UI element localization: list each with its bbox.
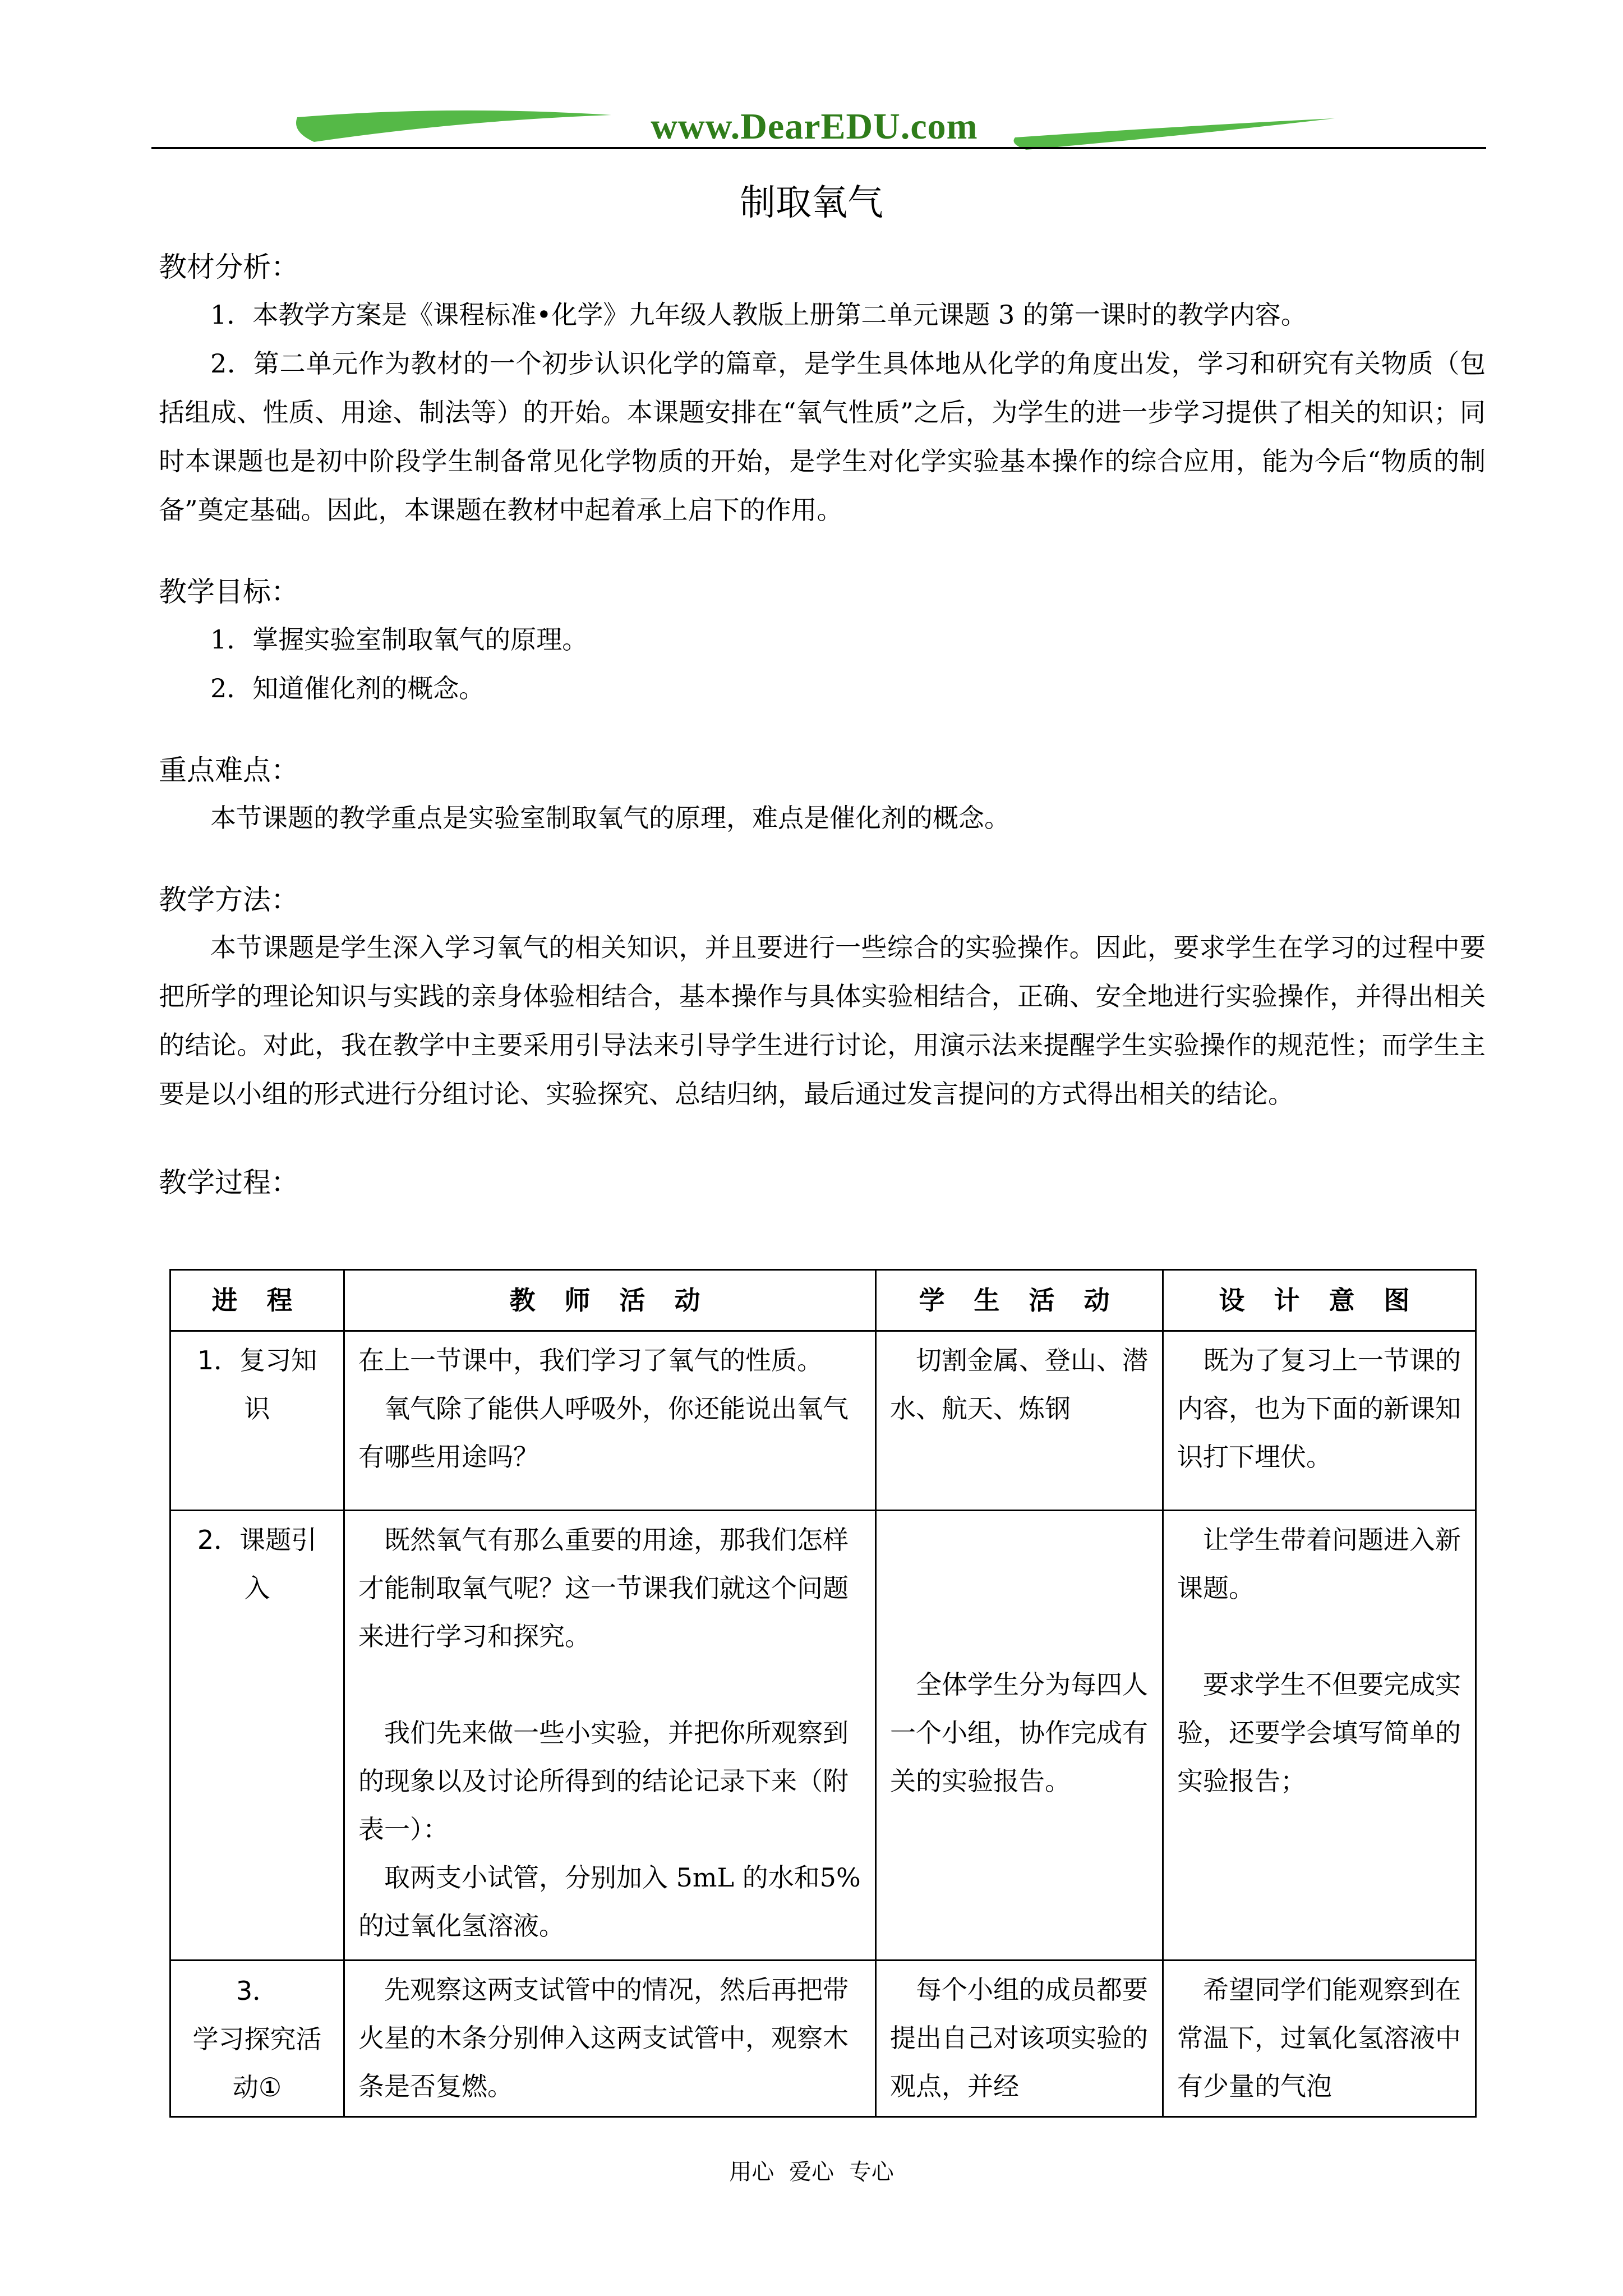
teacher-line: 既然氧气有那么重要的用途，那我们怎样才能制取氧气呢？这一节课我们就这个问题来进行学习和探究。	[358, 1525, 849, 1651]
goal-item-2: 2．知道催化剂的概念。	[210, 673, 485, 703]
section-heading-goals: 教学目标：	[159, 576, 299, 608]
teacher-cell	[344, 1331, 876, 1511]
stage-cell: 3． 学习探究活动①	[170, 1961, 344, 2117]
student-cell: 全体学生分为每四人一个小组，协作完成有关的实验报告。	[876, 1511, 1163, 1961]
intent-cell: 希望同学们能观察到在常温下，过氧化氢溶液中有少量的气泡	[1163, 1961, 1476, 2117]
stage-cell: 2．课题引入	[170, 1511, 344, 1961]
header-rule	[151, 147, 1486, 149]
page-title: 制取氧气	[740, 182, 883, 224]
section-heading-key-points: 重点难点：	[159, 754, 299, 786]
stage-cell: 1．复习知识	[170, 1331, 344, 1511]
table-row	[170, 1961, 1476, 2117]
header-teacher: 教 师 活 动	[344, 1270, 876, 1331]
table-row	[170, 1331, 1476, 1511]
section-heading-method: 教学方法：	[159, 884, 299, 916]
teacher-cell	[344, 1511, 876, 1961]
section-heading-analysis: 教材分析：	[159, 251, 299, 283]
site-brand: www.DearEDU.com	[651, 106, 978, 147]
method-para: 本节课题是学生深入学习氧气的相关知识，并且要进行一些综合的实验操作。因此，要求学生在学习的过程中要把所学的理论知识与实践的亲身体验相结合，基本操作与具体实验相结合，正确、安全地进行实验操作，并得出相关的结论。对此，我在教学中主要采用引导法来引导学生进行讨论，用演示法来提醒学生实验操作的规范性；而学生主要是以小组的形式进行分组讨论、实验探究、总结归纳，最后通过发言提问的方式得出相关的结论。	[159, 932, 1486, 1109]
left-swoosh	[296, 111, 611, 142]
document-body	[159, 247, 1486, 1206]
analysis-para-2: 2．第二单元作为教材的一个初步认识化学的篇章，是学生具体地从化学的角度出发，学习和研究有关物质（包括组成、性质、用途、制法等）的开始。本课题安排在“氧气性质”之后，为学生的进一步学习提供了相关的知识；同时本课题也是初中阶段学生制备常见化学物质的开始，是学生对化学实验基本操作的综合应用，能为今后“物质的制备”奠定基础。因此，本课题在教材中起着承上启下的作用。	[159, 348, 1486, 525]
student-cell: 切割金属、登山、潜水、航天、炼钢	[876, 1331, 1163, 1511]
process-table	[169, 1269, 1477, 2118]
teacher-line: 我们先来做一些小实验，并把你所观察到的现象以及讨论所得到的结论记录下来（附表一）：	[358, 1718, 849, 1844]
intent-cell: 让学生带着问题进入新课题。 要求学生不但要完成实验，还要学会填写简单的实验报告；	[1163, 1511, 1476, 1961]
table-row	[170, 1511, 1476, 1961]
section-heading-process: 教学过程：	[159, 1166, 299, 1199]
header-intent: 设 计 意 图	[1163, 1270, 1476, 1331]
teacher-cell: 先观察这两支试管中的情况，然后再把带火星的木条分别伸入这两支试管中，观察木条是否复燃。	[344, 1961, 876, 2117]
analysis-para-1: 1．本教学方案是《课程标准•化学》九年级人教版上册第二单元课题 3 的第一课时的教学内容。	[210, 300, 1307, 330]
right-swoosh	[1014, 118, 1335, 150]
header-stage: 进 程	[170, 1270, 344, 1331]
header-student: 学 生 活 动	[876, 1270, 1163, 1331]
teacher-line: 氧气除了能供人呼吸外，你还能说出氧气有哪些用途吗？	[358, 1393, 849, 1472]
key-points-para: 本节课题的教学重点是实验室制取氧气的原理，难点是催化剂的概念。	[210, 803, 1010, 833]
table-header-row	[170, 1270, 1476, 1331]
intent-cell: 既为了复习上一节课的内容，也为下面的新课知识打下埋伏。	[1163, 1331, 1476, 1511]
teacher-line: 在上一节课中，我们学习了氧气的性质。	[358, 1345, 823, 1375]
student-cell: 每个小组的成员都要提出自己对该项实验的观点，并经	[876, 1961, 1163, 2117]
page-footer: 用心 爱心 专心	[729, 2159, 894, 2185]
goal-item-1: 1．掌握实验室制取氧气的原理。	[210, 624, 588, 655]
teacher-line: 取两支小试管，分别加入 5mL 的水和5%的过氧化氢溶液。	[358, 1862, 861, 1941]
